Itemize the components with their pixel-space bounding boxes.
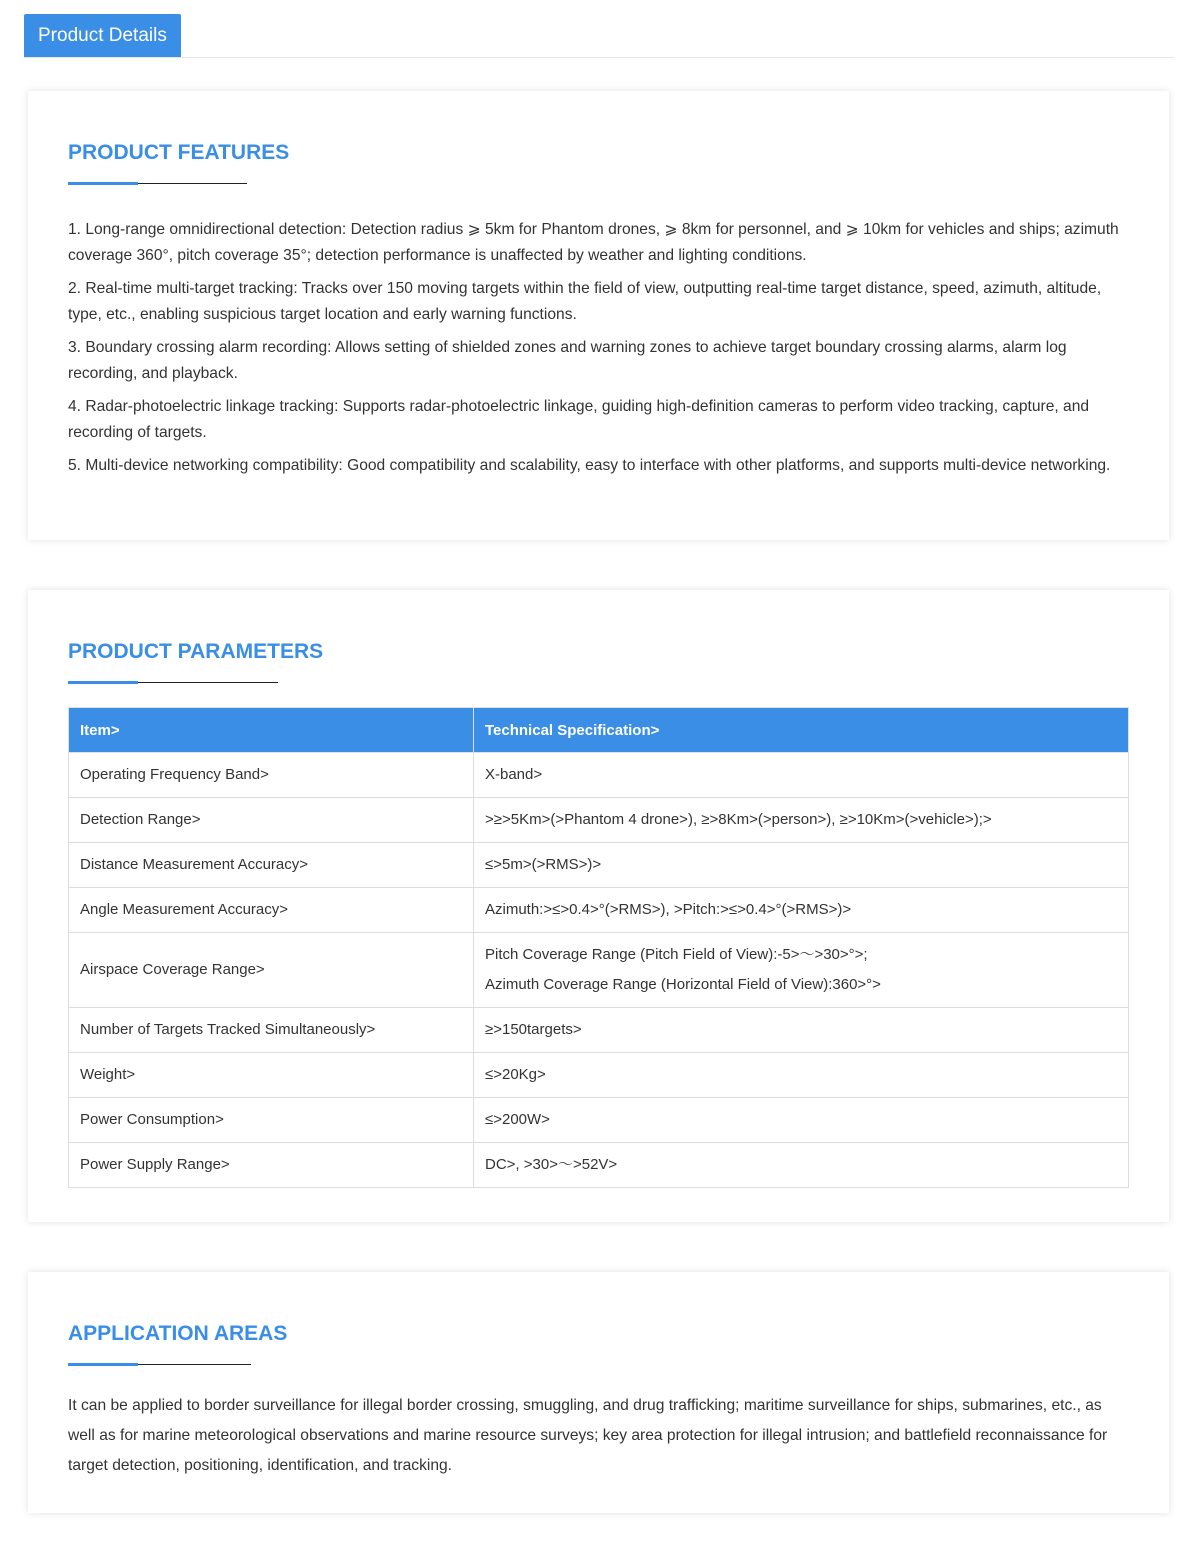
param-spec: ≤>5m>(>RMS>)>: [474, 843, 1129, 888]
feature-item: 2. Real-time multi-target tracking: Tracks over 150 moving targets within the field of view, outputting real-time target distance, speed, azimuth, altitude, type, etc., enabling suspicious target location and early warning functions.: [68, 280, 1102, 323]
tab-product-details[interactable]: Product Details: [24, 14, 181, 57]
features-list: [68, 217, 1129, 479]
param-item: Detection Range>: [69, 798, 474, 843]
param-item: Power Consumption>: [69, 1098, 474, 1143]
parameters-title: PRODUCT PARAMETERS: [68, 640, 324, 663]
product-parameters-section: [28, 590, 1169, 1222]
table-row: [69, 1143, 1129, 1188]
param-item: Angle Measurement Accuracy>: [69, 888, 474, 933]
parameters-table: [68, 707, 1129, 1188]
table-row: [69, 1098, 1129, 1143]
param-item: Airspace Coverage Range>: [69, 933, 474, 1008]
feature-item: 3. Boundary crossing alarm recording: Allows setting of shielded zones and warning zones to achieve target boundary crossing alarms, alarm log recording, and playback.: [68, 339, 1067, 382]
table-row: [69, 843, 1129, 888]
table-row: [69, 1008, 1129, 1053]
table-row: [69, 933, 1129, 1008]
header-spec: Technical Specification>: [474, 708, 1129, 753]
param-spec: ≥>150targets>: [474, 1008, 1129, 1053]
table-row: [69, 753, 1129, 798]
product-features-section: [28, 91, 1169, 540]
param-spec-line: Azimuth Coverage Range (Horizontal Field of View):360>°>: [485, 976, 881, 993]
param-spec-line: Pitch Coverage Range (Pitch Field of View):-5>～>30>°>;: [485, 946, 868, 963]
applications-title: APPLICATION AREAS: [68, 1322, 288, 1345]
applications-text: It can be applied to border surveillance for illegal border crossing, smuggling, and drug trafficking; maritime surveillance for ships, submarines, etc., as well as for marine meteorological observations and marine resource surveys; key area protection for illegal intrusion; and battlefield reconnaissance for target detection, positioning, identification, and tracking.: [68, 1397, 1108, 1474]
table-header-row: [69, 708, 1129, 753]
title-underline: [68, 183, 247, 184]
table-row: [69, 798, 1129, 843]
table-row: [69, 888, 1129, 933]
param-spec: ≤>20Kg>: [474, 1053, 1129, 1098]
title-underline: [68, 682, 278, 683]
param-item: Number of Targets Tracked Simultaneously>: [69, 1008, 474, 1053]
param-spec: ≤>200W>: [474, 1098, 1129, 1143]
param-spec: DC>, >30>～>52V>: [474, 1143, 1129, 1188]
header-item: Item>: [69, 708, 474, 753]
param-spec: X-band>: [474, 753, 1129, 798]
title-underline-accent: [68, 1363, 138, 1366]
param-item: Weight>: [69, 1053, 474, 1098]
feature-item: 4. Radar-photoelectric linkage tracking: Supports radar-photoelectric linkage, guiding high-definition cameras to perform video tracking, capture, and recording of targets.: [68, 398, 1090, 441]
table-row: [69, 1053, 1129, 1098]
tab-bar: [24, 14, 1174, 58]
param-spec: [474, 933, 1129, 1008]
title-underline: [68, 1364, 251, 1365]
features-title: PRODUCT FEATURES: [68, 141, 290, 164]
feature-item: 5. Multi-device networking compatibility: Good compatibility and scalability, easy to interface with other platforms, and supports multi-device networking.: [68, 457, 1111, 474]
title-underline-accent: [68, 681, 138, 684]
param-item: Operating Frequency Band>: [69, 753, 474, 798]
param-item: Power Supply Range>: [69, 1143, 474, 1188]
param-item: Distance Measurement Accuracy>: [69, 843, 474, 888]
param-spec: Azimuth:>≤>0.4>°(>RMS>), >Pitch:>≤>0.4>°(>RMS>)>: [474, 888, 1129, 933]
application-areas-section: [28, 1272, 1169, 1513]
param-spec: >≥>5Km>(>Phantom 4 drone>), ≥>8Km>(>person>), ≥>10Km>(>vehicle>);>: [474, 798, 1129, 843]
feature-item: 1. Long-range omnidirectional detection: Detection radius ⩾ 5km for Phantom drones, ⩾ 8km for personnel, and ⩾ 10km for vehicles and ships; azimuth coverage 360°, pitch coverage 35°; detection performance is unaffected by weather and lighting conditions.: [68, 221, 1119, 264]
title-underline-accent: [68, 182, 138, 185]
